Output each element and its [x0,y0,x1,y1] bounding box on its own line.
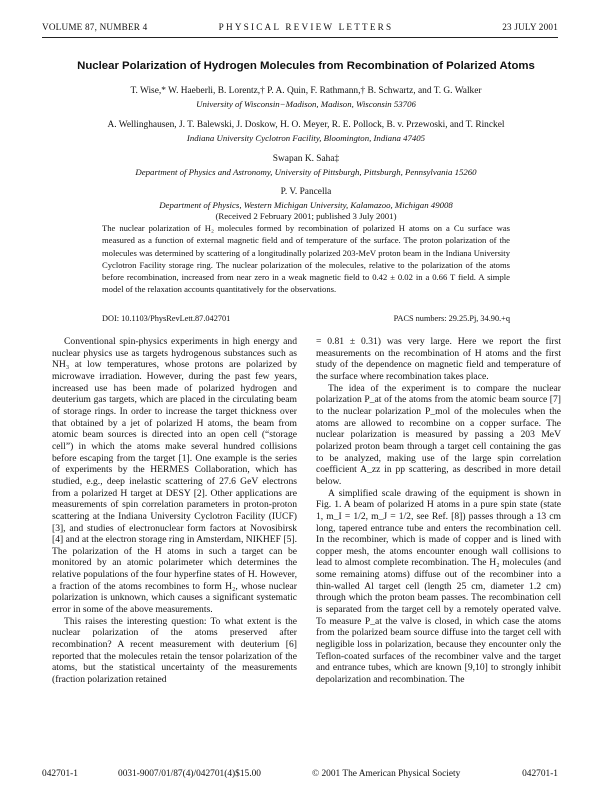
paper-title: Nuclear Polarization of Hydrogen Molecules from Recombination of Polarized Atoms [77,60,535,72]
author-group-3: Swapan K. Saha‡ [272,154,340,164]
abstract: The nuclear polarization of H₂ molecules formed by recombination of polarized H atoms on a Cu surface was measured as a function of external magnetic field and of temperature of the surface. The proton polarization of the molecules was determined by scattering of a longitudinally polarized 203-MeV proton beam in the Indiana University Cyclotron Facility storage ring. The nuclear polarization of the molecules, relative to the polarization of the atoms before recombination, increased from near zero in a weak magnetic field to 0.42 ± 0.02 in a 0.66 T field. A simple model of the relaxation accounts quantitatively for the observations. [102,223,510,295]
running-header-date: 23 JULY 2001 [502,22,558,32]
author-group-2: A. Wellinghausen, J. T. Balewski, J. Doskow, H. O. Meyer, R. E. Pollock, B. v. Przewoski, and T. Rinckel [107,120,505,130]
doi: DOI: 10.1103/PhysRevLett.87.042701 [102,314,231,323]
body-paragraph: Conventional spin-physics experiments in high energy and nuclear physics use as targets hydrogenous substances such as NH₃ at low temperatures, whose protons are polarized by microwave irradiation. However, during the past few years, increased use has been made of polarized hydrogen and deuterium gas targets, which are placed in the circulating beam of storage rings. In order to increase the target thickness over that obtained by a jet of polarized H atoms, the beam from atomic beam sources is directed into an open cell (“storage cell”) in which the atoms make several hundred collisions before escaping from the target [1]. One example is the series of experiments by the HERMES Collaboration, which has studied, e.g., deep inelastic scattering of 27.6 GeV electrons from a polarized H target at DESY [2]. Other applications are measurements of spin correlation parameters in proton-proton scattering at the Indiana University Cyclotron Facility (IUCF) [3], and studies of electronuclear form factors at Novosibirsk [4] and at the electron storage ring in Amsterdam, NIKHEF [5]. The polarization of the H atoms in such a target can be monitored by an atomic polarimeter which determines the relative populations of the four hyperfine states of H. However, a fraction of the atoms recombines to form H₂, whose nuclear polarization is unknown, which causes a significant systematic error in some of the above measurements. [52,336,297,616]
header-rule [42,37,558,38]
running-header-volume: VOLUME 87, NUMBER 4 [42,22,148,32]
body-paragraph: The idea of the experiment is to compare the nuclear polarization P_at of the atoms from the atomic beam source [7] to the nuclear polarization P_mol of the molecules when the atoms are allowed to recombine on a copper surface. The nuclear polarization is measured by passing a 203 MeV polarized proton beam through a target cell containing the gas to be analyzed, making use of the large spin correlation coefficient A_zz in pp scattering, as described in more detail below. [316,382,561,487]
received-dates: (Received 2 February 2001; published 3 July 2001) [215,211,397,221]
body-paragraph: A simplified scale drawing of the equipment is shown in Fig. 1. A beam of polarized H atoms in a pure spin state (state 1, m_I = 1/2, m_J = 1/2, see Ref. [8]) passes through a 13 cm long, tapered entrance tube and enters the recombination cell. In the recombiner, which is made of copper and is lined with copper mesh, the atoms encounter enough wall collisions to lead to almost complete recombination. The H₂ molecules (and some remaining atoms) diffuse out of the recombiner into a thin-walled Al target cell (length 25 cm, diameter 1.2 cm) through which the proton beam passes. The recombination cell is separated from the target cell by a remotely operated valve. To measure P_at the valve is closed, in which case the atoms from the polarized beam source diffuse into the target cell with negligible loss in polarization, because they encounter only the Teflon-coated surfaces of the recombiner valve and the target and entrance tubes, which are known [9,10] to strongly inhibit depolarization and recombination. The [316,487,561,686]
author-group-4: P. V. Pancella [280,187,332,197]
body-paragraph: = 0.81 ± 0.31) was very large. Here we report the first measurements on the recombination of H atoms and the first study of the dependence on magnetic field and temperature of the surface where recombination takes place. [316,336,561,382]
affiliation-4: Department of Physics, Western Michigan University, Kalamazoo, Michigan 49008 [159,200,453,210]
affiliation-2: Indiana University Cyclotron Facility, Bloomington, Indiana 47405 [186,133,426,143]
page-number-right: 042701-1 [522,769,558,779]
affiliation-3: Department of Physics and Astronomy, University of Pittsburgh, Pittsburgh, Pennsylvania 15260 [135,167,477,177]
pacs-numbers: PACS numbers: 29.25.Pj, 34.90.+q [393,314,510,323]
article-code: 0031-9007/01/87(4)/042701(4)$15.00 [118,769,261,779]
body-paragraph: This raises the interesting question: To what extent is the nuclear polarization of the atoms preserved after recombination? A recent measurement with deuterium [6] reported that the molecules retain the tensor polarization of the atoms, but the statistical uncertainty of the measurements (fraction polarization retained [52,615,297,686]
page-number-left: 042701-1 [42,769,78,779]
body-column-right [316,336,561,686]
author-group-1: T. Wise,* W. Haeberli, B. Lorentz,† P. A. Quin, F. Rathmann,† B. Schwartz, and T. G. Walker [130,86,482,96]
copyright: © 2001 The American Physical Society [312,769,461,779]
running-header-journal: PHYSICAL REVIEW LETTERS [218,22,394,32]
affiliation-1: University of Wisconsin−Madison, Madison, Wisconsin 53706 [196,99,416,109]
body-column-left [52,336,297,686]
